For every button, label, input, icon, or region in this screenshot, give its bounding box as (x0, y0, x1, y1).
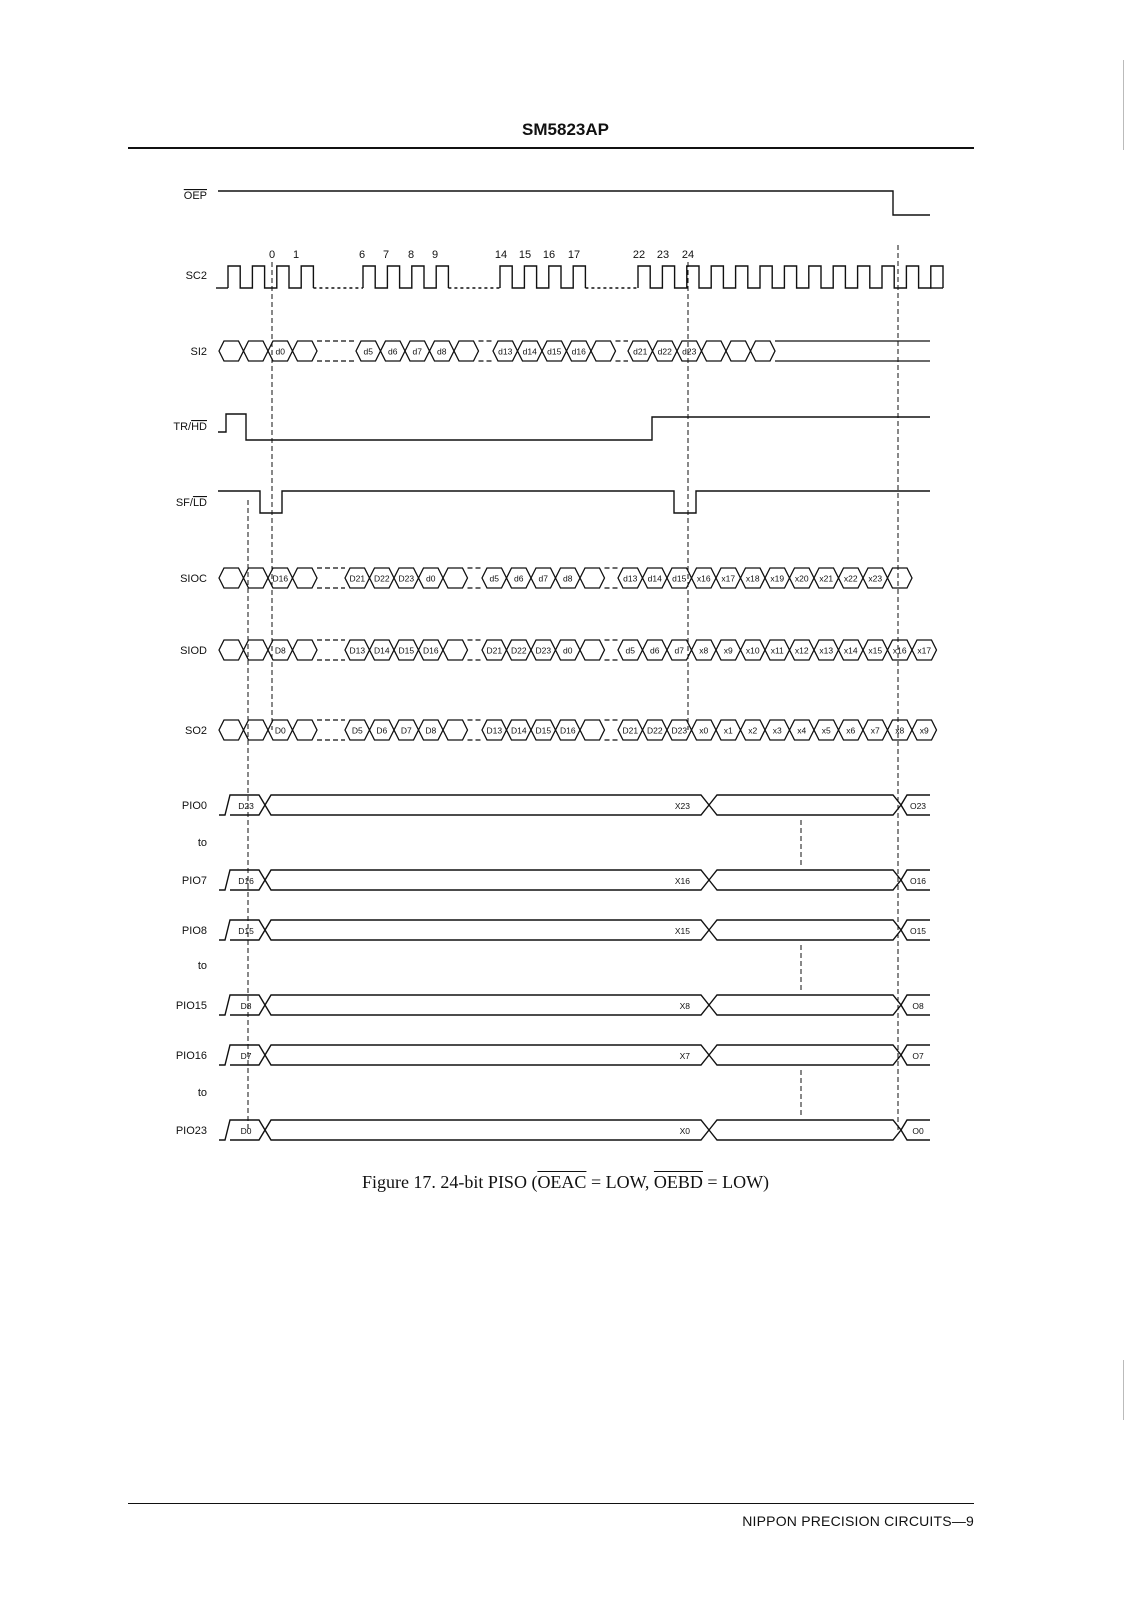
so2-cell-label: D14 (510, 725, 527, 736)
pio-last-label: O16 (909, 876, 927, 886)
caption-prefix: Figure 17. 24-bit PISO ( (361, 1172, 538, 1192)
signal-label-prefix: TR/ (173, 421, 192, 433)
si2-cell (751, 341, 776, 361)
page-footer: NIPPON PRECISION CIRCUITS—9 (742, 1513, 974, 1529)
pio-mid-cell (265, 920, 709, 940)
siod-cell-label: x16 (892, 645, 907, 656)
sc2-pulse-group (363, 266, 448, 288)
sioc-cell-label: x18 (745, 573, 760, 584)
pio-mid-label: X0 (679, 1126, 690, 1136)
so2-cell-label: D8 (425, 725, 437, 736)
signal-label-0 (184, 190, 207, 202)
so2-cell-label: D6 (376, 725, 388, 736)
siod-cell (244, 640, 269, 660)
caption-signal-oebd: OEBD (653, 1172, 703, 1192)
sioc-cell (443, 568, 468, 588)
caption-suffix: = LOW) (702, 1172, 770, 1192)
sioc-cell-label: D16 (272, 573, 289, 584)
sioc-cell-label: D23 (398, 573, 415, 584)
siod-cell-label: D21 (486, 645, 503, 656)
si2-cell-label: d8 (437, 346, 447, 357)
so2-cell (219, 720, 244, 740)
so2-cell-label: x4 (797, 725, 807, 736)
pio-mid-cell (265, 995, 709, 1015)
si2-cell (591, 341, 616, 361)
tr-hd-waveform (218, 414, 930, 440)
page-title: SM5823AP (522, 120, 609, 139)
si2-cell-label: d6 (388, 346, 398, 357)
pio-mid-label: X8 (679, 1001, 690, 1011)
signal-label-14: PIO16 (175, 1050, 207, 1062)
siod-cell-label: D16 (422, 645, 439, 656)
signal-label-4 (176, 497, 207, 509)
siod-cell-label: x13 (819, 645, 834, 656)
si2-cell (726, 341, 751, 361)
so2-cell-label: x2 (748, 725, 758, 736)
si2-cell-label: d23 (682, 346, 697, 357)
sc2-pulse-group (638, 266, 943, 288)
so2-cell (580, 720, 605, 740)
signal-label-12: to (197, 960, 207, 972)
sioc-cell (293, 568, 318, 588)
pio-hold-cell (709, 995, 901, 1015)
pio-last-label: O23 (909, 801, 927, 811)
pio-mid-cell (265, 1045, 709, 1065)
siod-cell-label: d5 (625, 645, 635, 656)
so2-cell-label: x5 (821, 725, 831, 736)
sioc-cell-label: d15 (672, 573, 687, 584)
signal-label-13: PIO15 (175, 1000, 207, 1012)
siod-cell-label: x17 (917, 645, 932, 656)
footer-rule (128, 1503, 974, 1504)
clock-number: 0 (268, 249, 276, 261)
siod-cell-label: d6 (650, 645, 660, 656)
so2-cell-label: x1 (723, 725, 733, 736)
so2-cell-label: D22 (646, 725, 663, 736)
pio-mid-label: X15 (674, 926, 690, 936)
pio-hold-cell (709, 1120, 901, 1140)
pio-mid-label: X16 (674, 876, 690, 886)
sioc-cell-label: d6 (514, 573, 524, 584)
si2-cell-label: d7 (412, 346, 422, 357)
so2-cell-label: D13 (486, 725, 503, 736)
si2-cell-label: d14 (522, 346, 537, 357)
signal-label-2: SI2 (190, 346, 207, 358)
pio-last-label: O8 (912, 1001, 924, 1011)
pio-last-label: O15 (909, 926, 927, 936)
so2-cell-label: x7 (870, 725, 880, 736)
signal-label-overlined: LD (192, 497, 207, 509)
figure-caption (0, 1172, 1131, 1193)
sioc-cell-label: d5 (489, 573, 499, 584)
pio-first-label: D0 (240, 1126, 252, 1136)
siod-cell-label: x14 (843, 645, 858, 656)
sc2-pulse-group (500, 266, 585, 288)
si2-cell-label: d21 (633, 346, 648, 357)
so2-cell-label: x6 (846, 725, 856, 736)
si2-cell-label: d13 (498, 346, 513, 357)
clock-number: 23 (656, 249, 670, 261)
sioc-cell-label: D21 (349, 573, 366, 584)
clock-number: 7 (382, 249, 390, 261)
siod-cell-label: x12 (794, 645, 809, 656)
sioc-cell-label: x21 (819, 573, 834, 584)
pio-hold-cell (709, 920, 901, 940)
siod-cell-label: x9 (723, 645, 733, 656)
so2-cell (443, 720, 468, 740)
si2-cell (454, 341, 479, 361)
so2-cell-label: x9 (919, 725, 929, 736)
sioc-cell-label: x19 (770, 573, 785, 584)
signal-label-overlined: OEP (183, 190, 207, 202)
signal-label-3 (173, 421, 207, 433)
signal-label-15: to (197, 1087, 207, 1099)
so2-cell-label: D16 (559, 725, 576, 736)
siod-cell-label: d7 (674, 645, 684, 656)
signal-label-9: to (197, 837, 207, 849)
siod-cell-label: d0 (563, 645, 573, 656)
pio-hold-cell (709, 870, 901, 890)
signal-label-1: SC2 (185, 270, 207, 282)
pio-hold-cell (709, 1045, 901, 1065)
sioc-cell (219, 568, 244, 588)
caption-mid: = LOW, (586, 1172, 654, 1192)
siod-cell (580, 640, 605, 660)
signal-label-5: SIOC (180, 573, 207, 585)
so2-cell-label: D5 (351, 725, 363, 736)
so2-cell (293, 720, 318, 740)
sioc-cell-label: x16 (696, 573, 711, 584)
clock-number: 22 (632, 249, 646, 261)
so2-cell-label: D23 (671, 725, 688, 736)
scan-edge-mark (1123, 1360, 1124, 1420)
siod-cell-label: x15 (868, 645, 883, 656)
sioc-cell-label: x23 (868, 573, 883, 584)
si2-cell-label: d15 (547, 346, 562, 357)
caption-signal-oeac: OEAC (537, 1172, 587, 1192)
sioc-cell-label: d8 (563, 573, 573, 584)
si2-cell (702, 341, 727, 361)
clock-number: 1 (292, 249, 300, 261)
signal-label-10: PIO7 (181, 875, 207, 887)
clock-number: 16 (542, 249, 556, 261)
siod-cell (443, 640, 468, 660)
sioc-cell-label: x17 (721, 573, 736, 584)
so2-cell-label: x8 (895, 725, 905, 736)
oep-waveform (218, 191, 930, 215)
siod-cell-label: D22 (510, 645, 527, 656)
so2-cell-label: D15 (535, 725, 552, 736)
sioc-cell-label: d0 (426, 573, 436, 584)
siod-cell (219, 640, 244, 660)
clock-number: 15 (518, 249, 532, 261)
si2-cell-label: d22 (657, 346, 672, 357)
sf-ld-waveform (218, 491, 930, 513)
sioc-cell (888, 568, 913, 588)
sioc-cell-label: x20 (794, 573, 809, 584)
si2-cell (244, 341, 269, 361)
sioc-cell-label: d14 (647, 573, 662, 584)
pio-mid-label: X7 (679, 1051, 690, 1061)
clock-number: 24 (681, 249, 695, 261)
clock-number: 17 (567, 249, 581, 261)
siod-cell-label: x10 (745, 645, 760, 656)
so2-cell-label: x0 (699, 725, 709, 736)
so2-cell-label: D7 (400, 725, 412, 736)
signal-label-16: PIO23 (175, 1125, 207, 1137)
pio-mid-label: X23 (674, 801, 690, 811)
so2-cell-label: D21 (622, 725, 639, 736)
siod-cell-label: D14 (373, 645, 390, 656)
siod-cell-label: D15 (398, 645, 415, 656)
clock-number: 8 (407, 249, 415, 261)
pio-mid-cell (265, 870, 709, 890)
siod-cell-label: x11 (770, 645, 784, 656)
so2-cell-label: D0 (274, 725, 286, 736)
sioc-cell (580, 568, 605, 588)
si2-cell-label: d0 (275, 346, 285, 357)
pio-first-label: D8 (240, 1001, 252, 1011)
signal-label-6: SIOD (180, 645, 207, 657)
sioc-cell-label: d13 (623, 573, 638, 584)
clock-number: 14 (494, 249, 508, 261)
sc2-pulse-group (228, 266, 313, 288)
signal-label-prefix: SF/ (175, 497, 193, 509)
siod-cell (293, 640, 318, 660)
pio-first-label: D23 (238, 801, 254, 811)
sioc-cell-label: d7 (538, 573, 548, 584)
pio-first-label: D16 (238, 876, 254, 886)
si2-cell (219, 341, 244, 361)
siod-cell-label: D13 (349, 645, 366, 656)
siod-cell-label: D23 (535, 645, 552, 656)
pio-first-label: D7 (240, 1051, 252, 1061)
signal-label-7: SO2 (184, 725, 207, 737)
sioc-cell-label: x22 (843, 573, 858, 584)
clock-number: 6 (358, 249, 366, 261)
pio-first-label: D15 (238, 926, 254, 936)
so2-cell (244, 720, 269, 740)
si2-cell (293, 341, 318, 361)
pio-mid-cell (265, 795, 709, 815)
signal-label-11: PIO8 (181, 925, 207, 937)
si2-cell-label: d5 (363, 346, 373, 357)
pio-last-label: O0 (912, 1126, 924, 1136)
scan-edge-mark (1123, 60, 1124, 150)
clock-number: 9 (431, 249, 439, 261)
pio-last-label: O7 (912, 1051, 924, 1061)
si2-cell-label: d16 (571, 346, 586, 357)
pio-hold-cell (709, 795, 901, 815)
pio-mid-cell (265, 1120, 709, 1140)
signal-label-8: PIO0 (181, 800, 207, 812)
siod-cell-label: x8 (699, 645, 709, 656)
sioc-cell-label: D22 (373, 573, 390, 584)
siod-cell-label: D8 (274, 645, 286, 656)
sioc-cell (244, 568, 269, 588)
signal-label-overlined: HD (191, 421, 207, 433)
so2-cell-label: x3 (772, 725, 782, 736)
